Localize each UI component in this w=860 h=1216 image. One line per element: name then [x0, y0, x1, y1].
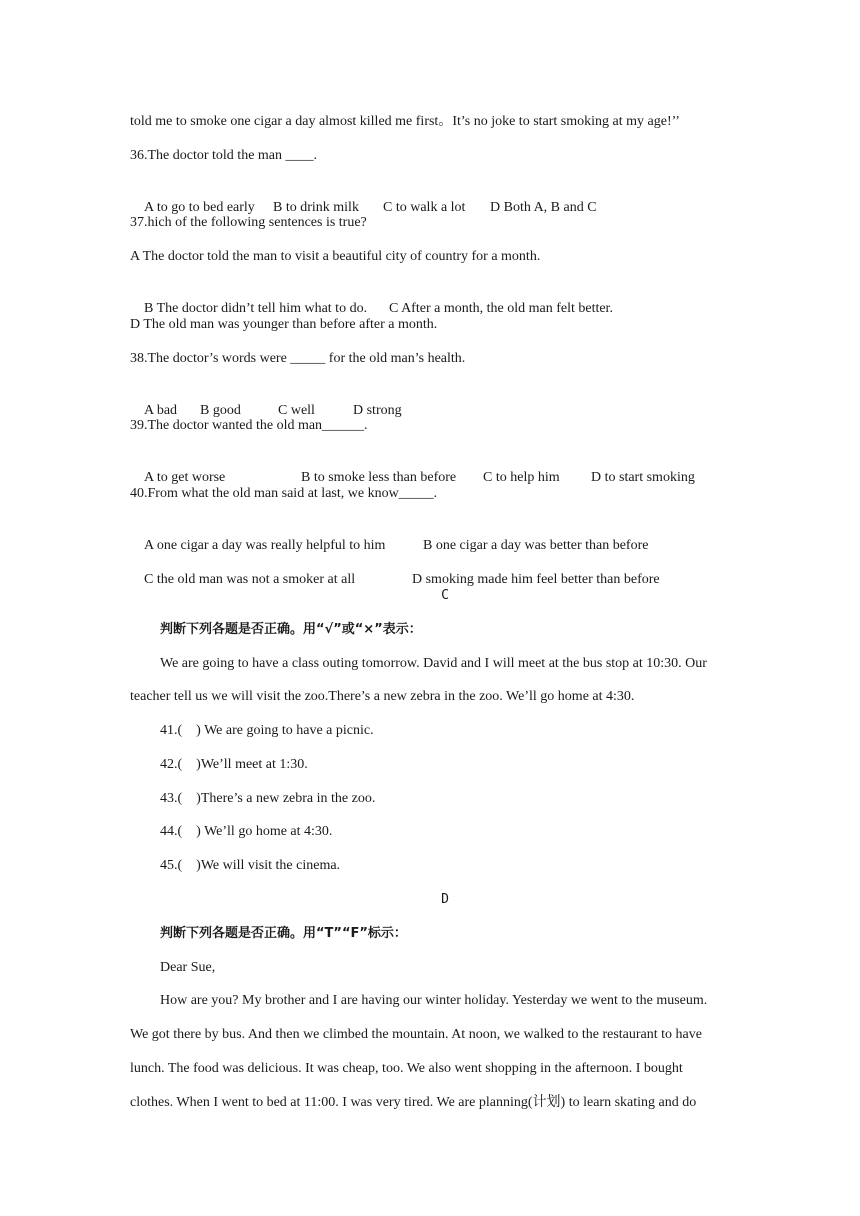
letter-line: We got there by bus. And then we climbed the mountain. At noon, we walked to the restaurant to have: [130, 1027, 702, 1042]
option-c: C to walk a lot: [383, 200, 466, 215]
letter-line: lunch. The food was delicious. It was cheap, too. We also went shopping in the afternoon. I bought: [130, 1061, 683, 1076]
question-43: 43.( )There’s a new zebra in the zoo.: [160, 791, 376, 806]
question-45: 45.( )We will visit the cinema.: [160, 858, 341, 873]
option-a: A one cigar a day was really helpful to him: [144, 538, 386, 553]
section-d-instructions: 判断下列各题是否正确。用“T”“F”标示：: [160, 926, 407, 941]
option-b: B one cigar a day was better than before: [423, 538, 649, 553]
section-c-passage-line: teacher tell us we will visit the zoo.There’s a new zebra in the zoo. We’ll go home at 4:30.: [130, 689, 635, 704]
letter-line: How are you? My brother and I are having our winter holiday. Yesterday we went to the museum.: [160, 993, 708, 1008]
option-c: C After a month, the old man felt better.: [389, 301, 613, 316]
option-d: D smoking made him feel better than before: [412, 572, 660, 587]
question-37: 37.hich of the following sentences is true?: [130, 215, 367, 230]
option-d: D Both A, B and C: [490, 200, 597, 215]
section-c-instructions: 判断下列各题是否正确。用“√”或“×”表示：: [160, 622, 422, 637]
option-a: A bad: [144, 403, 178, 418]
question-36: 36.The doctor told the man ____.: [130, 148, 318, 163]
option-b: B The doctor didn’t tell him what to do.: [144, 301, 368, 316]
question-38: 38.The doctor’s words were _____ for the old man’s health.: [130, 351, 466, 366]
passage-line: told me to smoke one cigar a day almost killed me first。It’s no joke to start smoking at my age!’’: [130, 114, 680, 129]
letter-greeting: Dear Sue,: [160, 960, 216, 975]
section-c-heading: C: [441, 588, 449, 603]
question-37-option-d: D The old man was younger than before after a month.: [130, 317, 438, 332]
option-c: C the old man was not a smoker at all: [144, 572, 356, 587]
section-d-heading: D: [441, 892, 449, 907]
option-b: B to smoke less than before: [301, 470, 457, 485]
option-a: A to get worse: [144, 470, 226, 485]
option-c: C to help him: [483, 470, 560, 485]
option-b: B to drink milk: [273, 200, 359, 215]
question-42: 42.( )We’ll meet at 1:30.: [160, 757, 308, 772]
option-b: B good: [200, 403, 241, 418]
option-a: A to go to bed early: [144, 200, 255, 215]
section-c-passage-line: We are going to have a class outing tomorrow. David and I will meet at the bus stop at 10:30. Our: [160, 656, 707, 671]
question-39: 39.The doctor wanted the old man______.: [130, 418, 368, 433]
option-c: C well: [278, 403, 315, 418]
option-d: D to start smoking: [591, 470, 695, 485]
question-44: 44.( ) We’ll go home at 4:30.: [160, 824, 333, 839]
question-37-option-a: A The doctor told the man to visit a beautiful city of country for a month.: [130, 249, 541, 264]
letter-line: clothes. When I went to bed at 11:00. I was very tired. We are planning(计划) to learn skating and do: [130, 1095, 697, 1110]
question-40: 40.From what the old man said at last, we know_____.: [130, 486, 438, 501]
option-d: D strong: [353, 403, 402, 418]
question-41: 41.( ) We are going to have a picnic.: [160, 723, 374, 738]
